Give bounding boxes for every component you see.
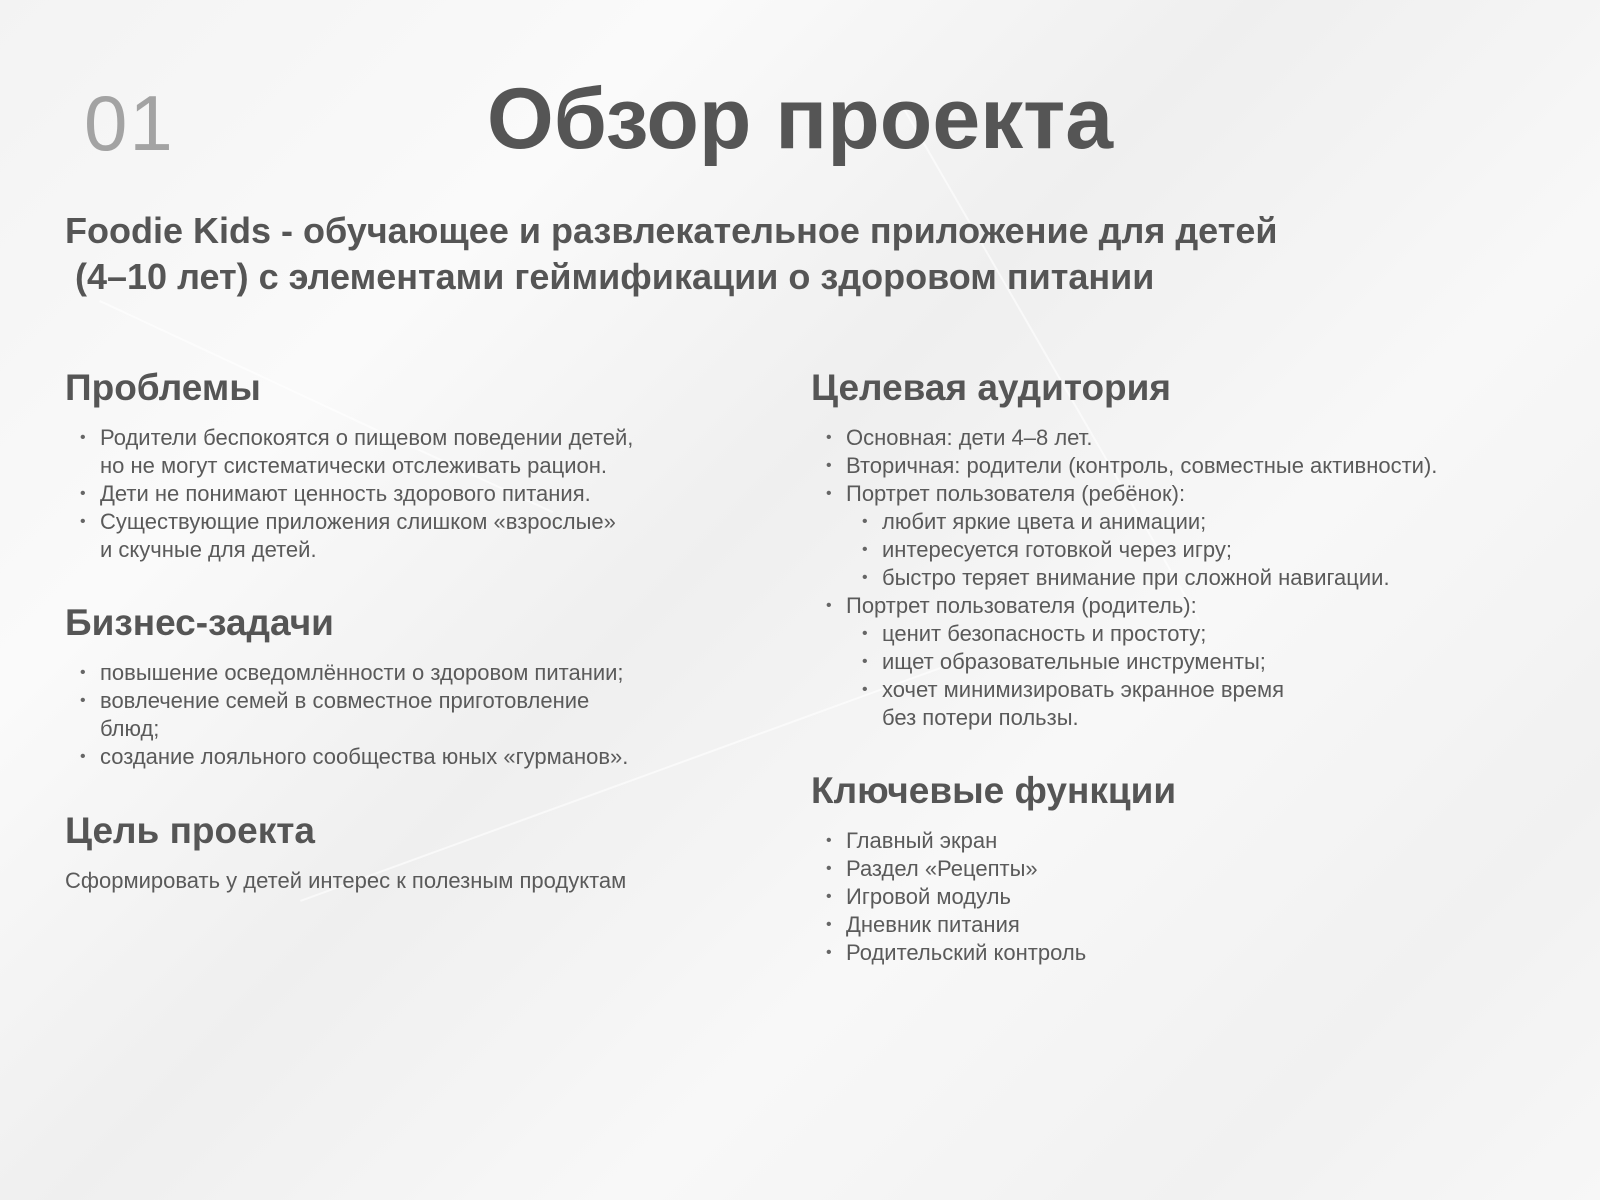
sub-list-item: • быстро теряет внимание при сложной навигации.: [811, 564, 1437, 592]
audience-section: [811, 366, 1437, 732]
section-heading: Цель проекта: [65, 810, 315, 851]
line: и скучные для детей.: [100, 537, 317, 562]
section-heading: Бизнес-задачи: [65, 602, 334, 643]
line: блюд;: [100, 716, 160, 741]
line: • Дети не понимают ценность здорового питания.: [100, 481, 591, 506]
sub-list-item: • любит яркие цвета и анимации;: [811, 508, 1437, 536]
list-item: • Родительский контроль: [811, 939, 1176, 967]
sub-list-item: • интересуется готовкой через игру;: [811, 536, 1437, 564]
list-item: [65, 424, 633, 480]
list-item: [65, 659, 628, 687]
subtitle-line: (4–10 лет) с элементами геймификации о здоровом питании: [75, 256, 1155, 297]
section-heading: Ключевые функции: [811, 770, 1177, 811]
sub-list-item: • хочет минимизировать экранное время: [811, 676, 1437, 704]
line: • вовлечение семей в совместное приготовление: [100, 688, 590, 713]
project-subtitle: [65, 208, 1545, 300]
line: • повышение осведомлённости о здоровом питании;: [100, 660, 624, 685]
goal-text: Сформировать у детей интерес к полезным продуктам: [65, 868, 627, 893]
list-item: [65, 480, 633, 508]
line: • Родители беспокоятся о пищевом поведении детей,: [100, 425, 634, 450]
line: • создание лояльного сообщества юных «гурманов».: [100, 744, 629, 769]
section-heading: Проблемы: [65, 367, 261, 408]
list-item: [65, 687, 628, 743]
problems-section: [65, 366, 633, 564]
list-item: • Раздел «Рецепты»: [811, 855, 1176, 883]
list-item: • Дневник питания: [811, 911, 1176, 939]
line: • Существующие приложения слишком «взрослые»: [100, 509, 616, 534]
list-item: [65, 743, 628, 771]
line: без потери пользы.: [882, 705, 1079, 730]
sub-list-item: • ценит безопасность и простоту;: [811, 620, 1437, 648]
list-item: • Игровой модуль: [811, 883, 1176, 911]
business-section: [65, 601, 628, 771]
goal-section: [65, 809, 626, 895]
features-section: [811, 769, 1176, 967]
section-heading: Целевая аудитория: [811, 367, 1171, 408]
list-item: • Главный экран: [811, 827, 1176, 855]
slide-number: 01: [84, 79, 175, 167]
line: но не могут систематически отслеживать рацион.: [100, 453, 607, 478]
list-item: • Основная: дети 4–8 лет.: [811, 424, 1437, 452]
page-title: Обзор проекта: [486, 71, 1114, 167]
sub-list-item: • ищет образовательные инструменты;: [811, 648, 1437, 676]
list-item: [65, 508, 633, 564]
list-item: • Портрет пользователя (ребёнок):: [811, 480, 1437, 508]
list-item: • Вторичная: родители (контроль, совместные активности).: [811, 452, 1437, 480]
subtitle-line: Foodie Kids - обучающее и развлекательное приложение для детей: [65, 210, 1278, 251]
list-item: • Портрет пользователя (родитель):: [811, 592, 1437, 620]
sub-list-item-continuation: [811, 704, 1437, 732]
